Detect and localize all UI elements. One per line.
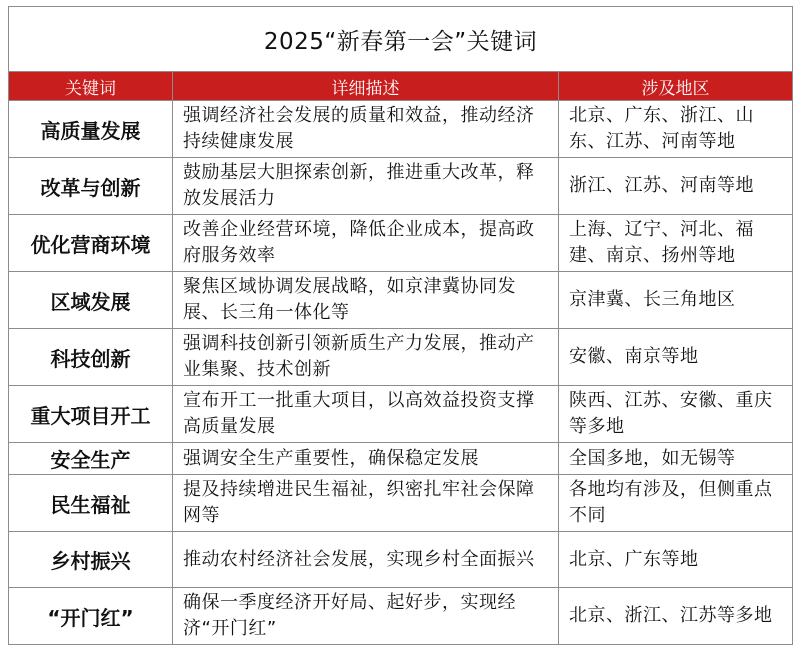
regions-cell: 全国多地，如无锡等	[559, 443, 793, 475]
table-row	[9, 215, 793, 272]
table-row	[9, 532, 793, 588]
description-cell: 改善企业经营环境，降低企业成本，提高政府服务效率	[173, 215, 559, 272]
table-row	[9, 272, 793, 329]
keyword-cell: 改革与创新	[9, 158, 173, 215]
regions-cell: 陕西、江苏、安徽、重庆等多地	[559, 386, 793, 443]
description-cell: 推动农村经济社会发展，实现乡村全面振兴	[173, 532, 559, 588]
header-regions: 涉及地区	[559, 72, 793, 101]
description-cell: 提及持续增进民生福祉，织密扎牢社会保障网等	[173, 475, 559, 532]
table-row	[9, 443, 793, 475]
regions-cell: 京津冀、长三角地区	[559, 272, 793, 329]
regions-cell: 北京、广东等地	[559, 532, 793, 588]
keyword-cell: 安全生产	[9, 443, 173, 475]
description-cell: 聚焦区域协调发展战略，如京津冀协同发展、长三角一体化等	[173, 272, 559, 329]
regions-cell: 安徽、南京等地	[559, 329, 793, 386]
table-title: 2025“新春第一会”关键词	[9, 7, 793, 72]
header-description: 详细描述	[173, 72, 559, 101]
keyword-cell: 重大项目开工	[9, 386, 173, 443]
description-cell: 强调安全生产重要性，确保稳定发展	[173, 443, 559, 475]
keyword-cell: 乡村振兴	[9, 532, 173, 588]
description-cell: 强调科技创新引领新质生产力发展，推动产业集聚、技术创新	[173, 329, 559, 386]
keyword-cell: 区域发展	[9, 272, 173, 329]
keyword-cell: 高质量发展	[9, 101, 173, 158]
keyword-cell: 民生福祉	[9, 475, 173, 532]
table-row	[9, 588, 793, 645]
table-row	[9, 329, 793, 386]
regions-cell: 北京、广东、浙江、山东、江苏、河南等地	[559, 101, 793, 158]
regions-cell: 上海、辽宁、河北、福建、南京、扬州等地	[559, 215, 793, 272]
table-header-row	[9, 72, 793, 101]
keyword-cell: 优化营商环境	[9, 215, 173, 272]
table-row	[9, 101, 793, 158]
regions-cell: 浙江、江苏、河南等地	[559, 158, 793, 215]
regions-cell: 各地均有涉及，但侧重点不同	[559, 475, 793, 532]
keyword-cell: “开门红”	[9, 588, 173, 645]
description-cell: 鼓励基层大胆探索创新，推进重大改革，释放发展活力	[173, 158, 559, 215]
table-row	[9, 386, 793, 443]
keywords-table	[8, 6, 793, 645]
keyword-cell: 科技创新	[9, 329, 173, 386]
header-keyword: 关键词	[9, 72, 173, 101]
description-cell: 强调经济社会发展的质量和效益，推动经济持续健康发展	[173, 101, 559, 158]
table-row	[9, 158, 793, 215]
table-row	[9, 475, 793, 532]
description-cell: 确保一季度经济开好局、起好步，实现经济“开门红”	[173, 588, 559, 645]
description-cell: 宣布开工一批重大项目，以高效益投资支撑高质量发展	[173, 386, 559, 443]
regions-cell: 北京、浙江、江苏等多地	[559, 588, 793, 645]
